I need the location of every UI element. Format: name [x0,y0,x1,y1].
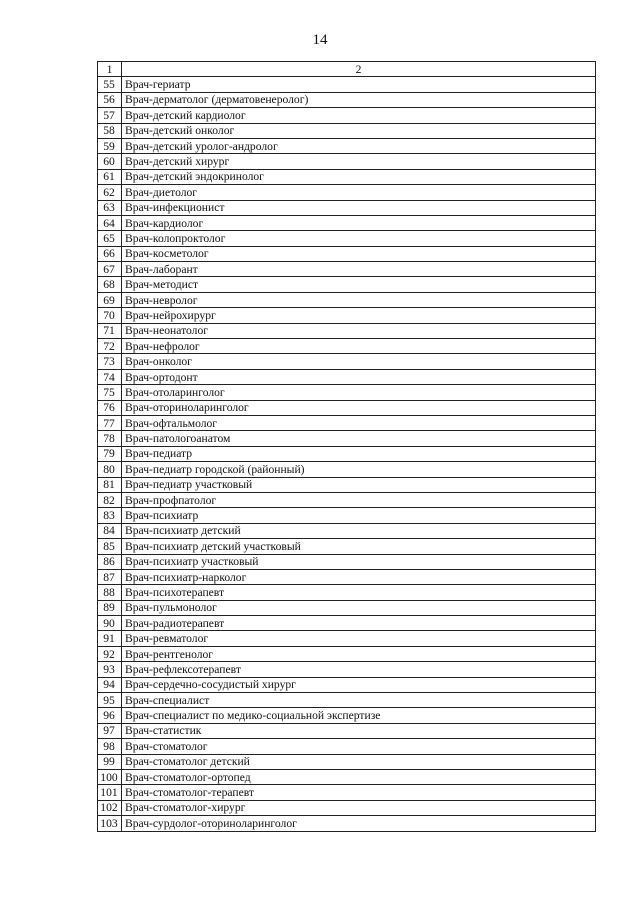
table-row [98,446,596,461]
row-number-cell: 91 [98,631,122,646]
row-number-cell: 82 [98,492,122,507]
row-number-cell: 61 [98,169,122,184]
row-number-cell: 71 [98,323,122,338]
row-number-cell: 86 [98,554,122,569]
table-row [98,354,596,369]
position-title-cell: Врач-гериатр [122,77,596,92]
row-number-cell: 97 [98,723,122,738]
table-row [98,400,596,415]
row-number-cell: 76 [98,400,122,415]
table-header-row [98,62,596,77]
table-row [98,723,596,738]
row-number-cell: 94 [98,677,122,692]
table-row [98,462,596,477]
row-number-cell: 73 [98,354,122,369]
row-number-cell: 96 [98,708,122,723]
table-row [98,385,596,400]
row-number-cell: 84 [98,523,122,538]
position-title-cell: Врач-психиатр-нарколог [122,569,596,584]
position-title-cell: Врач-детский кардиолог [122,108,596,123]
table-row [98,415,596,430]
positions-table-body [98,62,596,832]
row-number-cell: 102 [98,800,122,815]
row-number-cell: 83 [98,508,122,523]
position-title-cell: Врач-методист [122,277,596,292]
row-number-cell: 80 [98,462,122,477]
row-number-cell: 62 [98,185,122,200]
table-row [98,600,596,615]
row-number-cell: 81 [98,477,122,492]
position-title-cell: Врач-пульмонолог [122,600,596,615]
table-row [98,631,596,646]
row-number-cell: 60 [98,154,122,169]
row-number-cell: 93 [98,662,122,677]
position-title-cell: Врач-психотерапевт [122,585,596,600]
row-number-cell: 88 [98,585,122,600]
position-title-cell: Врач-стоматолог-хирург [122,800,596,815]
table-row [98,308,596,323]
row-number-cell: 98 [98,739,122,754]
position-title-cell: Врач-офтальмолог [122,415,596,430]
position-title-cell: Врач-педиатр участковый [122,477,596,492]
table-row [98,754,596,769]
table-row [98,646,596,661]
position-title-cell: Врач-детский онколог [122,123,596,138]
page-number: 14 [312,32,328,48]
position-title-cell: Врач-педиатр [122,446,596,461]
position-title-cell: Врач-онколог [122,354,596,369]
position-title-cell: Врач-косметолог [122,246,596,261]
table-row [98,677,596,692]
position-title-cell: Врач-детский уролог-андролог [122,138,596,153]
table-row [98,523,596,538]
table-row [98,262,596,277]
table-row [98,662,596,677]
table-row [98,585,596,600]
row-number-cell: 64 [98,215,122,230]
table-row [98,508,596,523]
table-row [98,323,596,338]
table-row [98,185,596,200]
table-row [98,739,596,754]
position-title-cell: Врач-статистик [122,723,596,738]
position-title-cell: Врач-рентгенолог [122,646,596,661]
positions-table [97,61,596,832]
position-title-cell: Врач-лаборант [122,262,596,277]
position-title-cell: Врач-дерматолог (дерматовенеролог) [122,92,596,107]
position-title-cell: Врач-радиотерапевт [122,616,596,631]
position-title-cell: Врач-психиатр детский участковый [122,539,596,554]
position-title-cell: Врач-стоматолог-ортопед [122,769,596,784]
position-title-cell: Врач-сурдолог-оториноларинголог [122,816,596,831]
table-row [98,369,596,384]
table-row [98,477,596,492]
table-row [98,339,596,354]
row-number-cell: 100 [98,769,122,784]
position-title-cell: Врач-оториноларинголог [122,400,596,415]
position-title-cell: Врач-детский хирург [122,154,596,169]
table-row [98,292,596,307]
position-title-cell: Врач-патологоанатом [122,431,596,446]
position-title-cell: Врач-ортодонт [122,369,596,384]
position-title-cell: Врач-детский эндокринолог [122,169,596,184]
row-number-cell: 65 [98,231,122,246]
position-title-cell: Врач-рефлексотерапевт [122,662,596,677]
table-row [98,769,596,784]
table-row [98,246,596,261]
position-title-cell: Врач-нефролог [122,339,596,354]
position-title-cell: Врач-ревматолог [122,631,596,646]
table-row [98,92,596,107]
row-number-cell: 75 [98,385,122,400]
row-number-cell: 95 [98,693,122,708]
row-number-cell: 101 [98,785,122,800]
table-row [98,816,596,831]
row-number-cell: 67 [98,262,122,277]
row-number-cell: 89 [98,600,122,615]
row-number-cell: 66 [98,246,122,261]
table-row [98,616,596,631]
position-title-cell: Врач-стоматолог детский [122,754,596,769]
column-header-number: 1 [98,62,122,77]
table-row [98,154,596,169]
position-title-cell: Врач-отоларинголог [122,385,596,400]
row-number-cell: 103 [98,816,122,831]
position-title-cell: Врач-психиатр [122,508,596,523]
table-row [98,77,596,92]
table-row [98,800,596,815]
position-title-cell: Врач-педиатр городской (районный) [122,462,596,477]
table-row [98,108,596,123]
position-title-cell: Врач-специалист [122,693,596,708]
row-number-cell: 90 [98,616,122,631]
row-number-cell: 56 [98,92,122,107]
position-title-cell: Врач-стоматолог [122,739,596,754]
column-header-position: 2 [122,62,596,77]
row-number-cell: 70 [98,308,122,323]
position-title-cell: Врач-психиатр детский [122,523,596,538]
position-title-cell: Врач-кардиолог [122,215,596,230]
table-row [98,569,596,584]
position-title-cell: Врач-сердечно-сосудистый хирург [122,677,596,692]
row-number-cell: 69 [98,292,122,307]
table-row [98,539,596,554]
position-title-cell: Врач-стоматолог-терапевт [122,785,596,800]
row-number-cell: 74 [98,369,122,384]
position-title-cell: Врач-диетолог [122,185,596,200]
table-row [98,231,596,246]
row-number-cell: 63 [98,200,122,215]
row-number-cell: 59 [98,138,122,153]
row-number-cell: 57 [98,108,122,123]
position-title-cell: Врач-профпатолог [122,492,596,507]
position-title-cell: Врач-колопроктолог [122,231,596,246]
table-row [98,492,596,507]
table-row [98,785,596,800]
table-row [98,215,596,230]
table-row [98,138,596,153]
row-number-cell: 92 [98,646,122,661]
row-number-cell: 99 [98,754,122,769]
position-title-cell: Врач-инфекционист [122,200,596,215]
row-number-cell: 55 [98,77,122,92]
table-row [98,169,596,184]
row-number-cell: 72 [98,339,122,354]
table-row [98,693,596,708]
row-number-cell: 77 [98,415,122,430]
table-row [98,277,596,292]
position-title-cell: Врач-психиатр участковый [122,554,596,569]
position-title-cell: Врач-специалист по медико-социальной экспертизе [122,708,596,723]
row-number-cell: 87 [98,569,122,584]
row-number-cell: 79 [98,446,122,461]
row-number-cell: 78 [98,431,122,446]
table-row [98,554,596,569]
table-row [98,431,596,446]
table-row [98,200,596,215]
table-row [98,123,596,138]
position-title-cell: Врач-неонатолог [122,323,596,338]
position-title-cell: Врач-невролог [122,292,596,307]
row-number-cell: 68 [98,277,122,292]
row-number-cell: 85 [98,539,122,554]
table-row [98,708,596,723]
position-title-cell: Врач-нейрохирург [122,308,596,323]
row-number-cell: 58 [98,123,122,138]
